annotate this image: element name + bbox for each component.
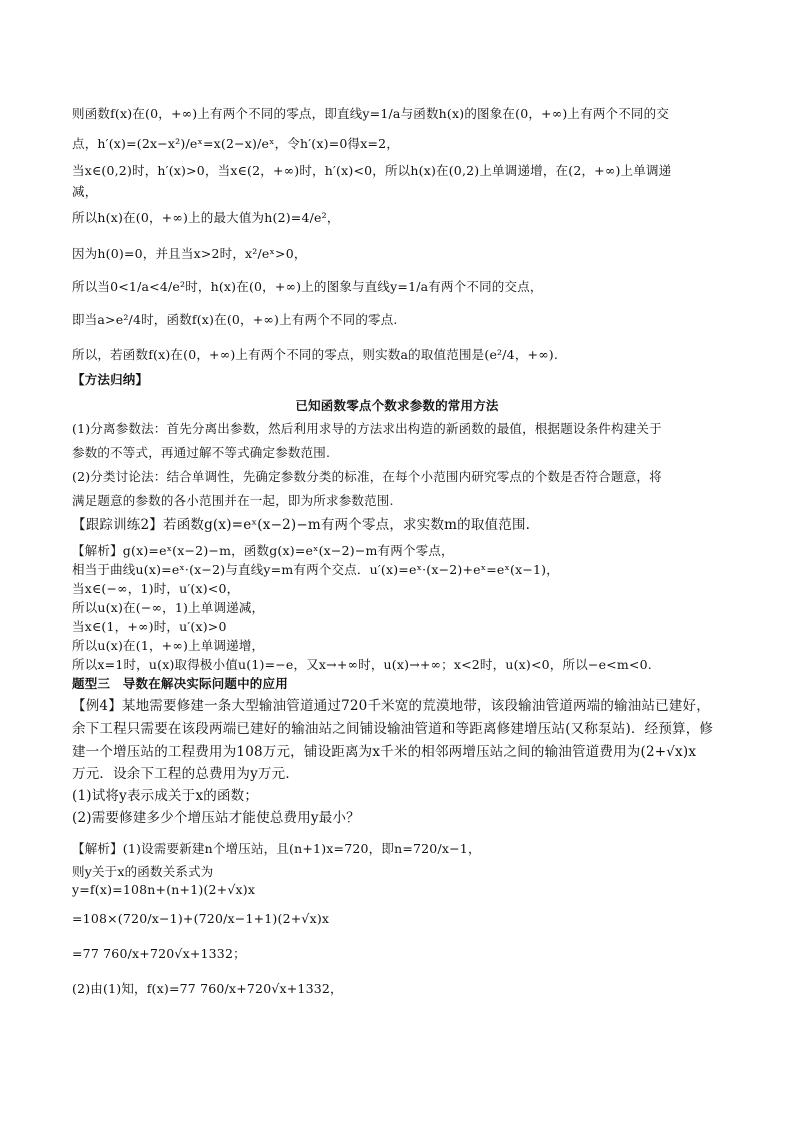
text-line: 减， (72, 184, 98, 199)
text-line: 所以u(x)在(1，+∞)上单调递增， (72, 638, 265, 653)
section-heading: 题型三 导数在解决实际问题中的应用 (72, 676, 288, 691)
text-line: (1)分离参数法：首先分离出参数，然后利用求导的方法求出构造的新函数的最值，根据题设条件构建关于 (72, 421, 662, 436)
text-line: 所以当0<1/a<4/e²时，h(x)在(0，+∞)上的图象与直线y=1/a有两个不同的交点， (72, 279, 543, 294)
text-line: 建一个增压站的工程费用为108万元，铺设距离为x千米的相邻两增压站之间的输油管道费用为(2+√x)x (72, 744, 697, 760)
text-line: 相当于曲线u(x)=eˣ·(x−2)与直线y=m有两个交点．u′(x)=eˣ·(x−2)+eˣ=eˣ(x−1)， (72, 562, 559, 577)
text-line: 即当a>e²/4时，函数f(x)在(0，+∞)上有两个不同的零点. (72, 312, 398, 327)
method-title: 已知函数零点个数求参数的常用方法 (295, 398, 499, 413)
text-line: 则函数f(x)在(0，+∞)上有两个不同的零点，即直线y=1/a与函数h(x)的图象在(0，+∞)上有两个不同的交 (72, 106, 670, 121)
text-line: 所以u(x)在(−∞，1)上单调递减， (72, 600, 265, 615)
text-line: 则y关于x的函数关系式为 (72, 864, 214, 879)
text-line: y=f(x)=108n+(n+1)(2+√x)x (72, 882, 256, 897)
text-line: 参数的不等式，再通过解不等式确定参数范围. (72, 445, 331, 460)
text-line: =77 760/x+720√x+1332； (72, 946, 246, 961)
text-line: 万元．设余下工程的总费用为y万元． (72, 766, 300, 782)
text-line: 所以，若函数f(x)在(0，+∞)上有两个不同的零点，则实数a的取值范围是(e²/4，+∞). (72, 347, 559, 362)
text-line: 当x∈(−∞，1)时，u′(x)<0， (72, 581, 240, 596)
text-line: 【解析】(1)设需要新建n个增压站，且(n+1)x=720，即n=720/x−1， (72, 841, 481, 856)
exercise-title: 【跟踪训练2】若函数g(x)=eˣ(x−2)−m有两个零点，求实数m的取值范围. (72, 517, 531, 533)
text-line: (2)需要修建多少个增压站才能使总费用y最小？ (72, 810, 360, 826)
text-line: 因为h(0)=0，并且当x>2时，x²/eˣ>0， (72, 246, 307, 261)
text-line: 【解析】g(x)=eˣ(x−2)−m，函数g(x)=eˣ(x−2)−m有两个零点， (72, 543, 454, 558)
section-heading: 【方法归纳】 (72, 372, 149, 387)
text-line: 满足题意的参数的各小范围并在一起，即为所求参数范围. (72, 493, 394, 508)
text-line: 点，h′(x)=(2x−x²)/eˣ=x(2−x)/eˣ，令h′(x)=0得x=2， (72, 136, 400, 151)
text-line: 所以h(x)在(0，+∞)上的最大值为h(2)=4/e²， (72, 210, 340, 225)
text-line: =108×(720/x−1)+(720/x−1+1)(2+√x)x (72, 911, 330, 926)
text-line: (2)由(1)知，f(x)=77 760/x+720√x+1332， (72, 981, 343, 996)
text-line: 【例4】某地需要修建一条大型输油管道通过720千米宽的荒漠地带，该段输油管道两端的输油站已建好， (72, 698, 710, 714)
text-line: 当x∈(1，+∞)时，u′(x)>0 (72, 619, 227, 634)
text-line: 余下工程只需要在该段两端已建好的输油站之间铺设输油管道和等距离修建增压站(又称泵站)．经预算，修 (72, 721, 714, 737)
text-line: 所以x=1时，u(x)取得极小值u(1)=−e，又x→+∞时，u(x)→+∞；x<2时，u(x)<0，所以−e<m<0. (72, 657, 652, 672)
text-line: (1)试将y表示成关于x的函数； (72, 788, 259, 804)
text-line: 当x∈(0,2)时，h′(x)>0，当x∈(2，+∞)时，h′(x)<0，所以h(x)在(0,2)上单调递增，在(2，+∞)上单调递 (72, 163, 672, 178)
text-line: (2)分类讨论法：结合单调性，先确定参数分类的标准，在每个小范围内研究零点的个数是否符合题意，将 (72, 469, 662, 484)
